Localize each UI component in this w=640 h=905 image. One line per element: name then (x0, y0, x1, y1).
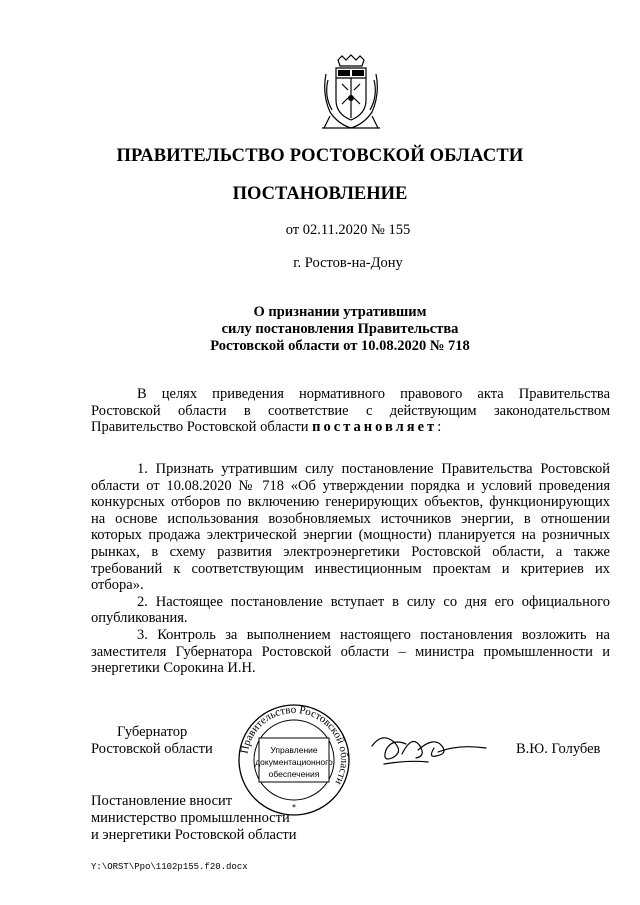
subject-line: силу постановления Правительства (221, 321, 459, 337)
seal-line: документационного (255, 757, 333, 767)
signatory-name: В.Ю. Голубев (516, 741, 601, 757)
decree-verb: постановляет (312, 419, 438, 436)
seal-line: Управление (270, 745, 318, 755)
subject-line: Ростовской области от 10.08.2020 № 718 (210, 338, 470, 354)
handwritten-signature (368, 724, 488, 772)
organization-title: ПРАВИТЕЛЬСТВО РОСТОВСКОЙ ОБЛАСТИ (116, 146, 524, 166)
seal-ring-text: Правительство Ростовской области (238, 703, 351, 787)
preamble (91, 386, 610, 436)
decree-item: 2. Настоящее постановление вступает в силу со дня его официального опубликования. (91, 593, 610, 627)
decree-item: 1. Признать утратившим силу постановление Правительства Ростовской области от 10.08.2020 № 718 «Об утверждении порядка и условий проведения конкурсных отборов по включению генерирующих объектов, функционирующих на основе использования возобновляемых источников энергии, в отношении которых продажа электрической энергии (мощности) планируется на розничных рынках, в схему развития электроэнергетики Ростовской области, а также требований к соответствующим инвестиционным проектам и критериев их отбора». (91, 461, 610, 594)
position-line: Губернатор (117, 724, 188, 740)
decree-item: 3. Контроль за выполнением настоящего постановления возложить на заместителя Губернатора Ростовской области – министра промышленности и энергетики Сорокина И.Н. (91, 626, 610, 677)
preamble-end: : (437, 419, 442, 436)
introduced-by-line: Постановление вносит (91, 793, 233, 809)
date-number: от 02.11.2020 № 155 (285, 222, 411, 238)
subject-line: О признании утратившим (253, 304, 427, 320)
svg-text:*: * (292, 803, 296, 812)
file-path: Y:\ORST\Ppo\1102p155.f20.docx (91, 862, 248, 872)
decree-items (91, 461, 610, 677)
document-subject (0, 304, 640, 355)
rostov-coat-of-arms-icon (318, 54, 384, 132)
introduced-by (91, 793, 297, 844)
introduced-by-line: министерство промышленности (91, 810, 290, 826)
preamble-text: В целях приведения нормативного правового акта Правительства Ростовской области в соответствие с действующим законодательством Правительство Ростовской области (91, 386, 610, 436)
signatory-position (91, 724, 213, 758)
seal-line: обеспечения (268, 769, 320, 779)
document-type-title: ПОСТАНОВЛЕНИЕ (232, 184, 408, 204)
introduced-by-line: и энергетики Ростовской области (91, 827, 297, 843)
city: г. Ростов-на-Дону (293, 255, 403, 271)
position-line: Ростовской области (91, 741, 213, 757)
